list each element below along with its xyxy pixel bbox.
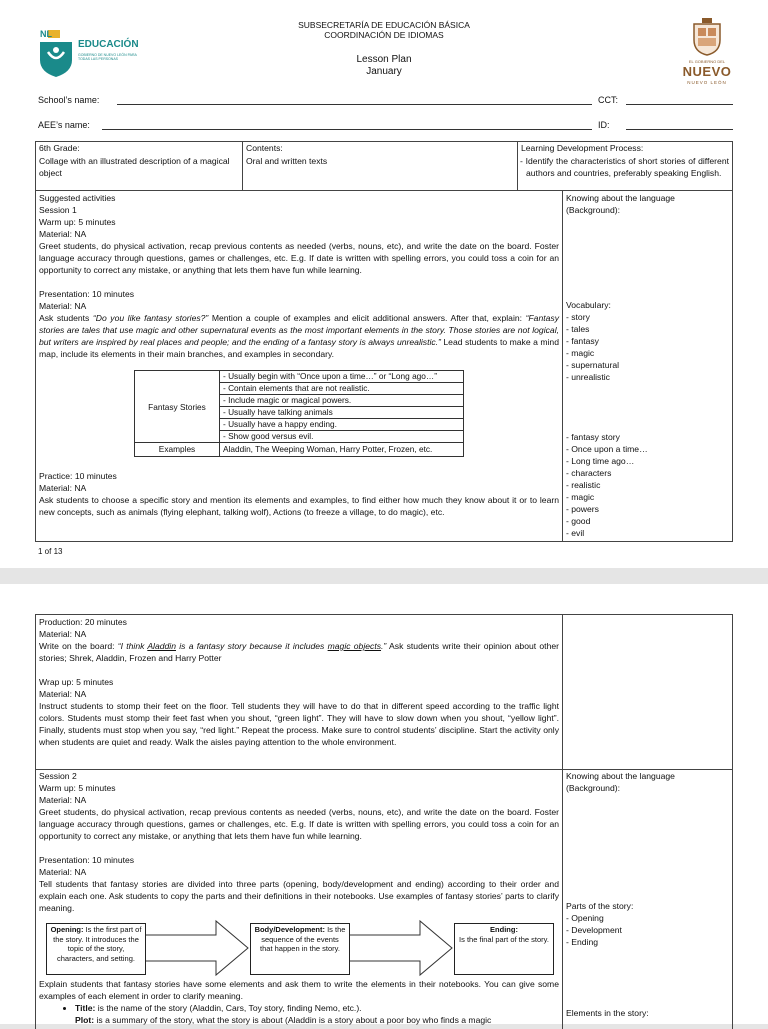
parts-item: - Ending [566,937,599,947]
id-field[interactable] [626,129,733,130]
coat-of-arms-icon [690,18,724,56]
session2-right-cell [562,769,733,1029]
knowing-column-2 [566,770,730,794]
cct-field[interactable] [626,104,733,105]
doc-title: Lesson Plan [356,54,412,65]
practice-text: Ask students to choose a specific story and mention its elements and examples, to find either how much they know about it or to learn new concepts, such as animals (flying elephant, talking wolf), Actions (to freeze a village, to do magic), etc. [39,495,559,517]
suggested-activities-heading: Suggested activities [39,193,116,203]
session2-warmup-heading: Warm up: 5 minutes [39,783,116,793]
parts-heading: Parts of the story: [566,901,634,911]
warmup-text: Greet students, do physical activation, recap previous contents as needed (verbs, nouns, etc), and write the date on the board. Foster language accuracy through questions, games or challenges, etc. E.g. If date is written with spelling errors, you could toss a coin for an opportunity to correct any mistake, or anything that lets them have fun while learning. [39,241,559,275]
vocab2-item: - good [566,516,591,526]
vocab-item: - magic [566,348,595,358]
mindmap-row: - Usually have talking animals [220,407,464,419]
ending-box: Ending: Is the final part of the story. [454,923,554,975]
elements-block [39,978,559,1026]
mindmap-row: - Include magic or magical powers. [220,395,464,407]
session2-presentation-heading: Presentation: 10 minutes [39,855,135,865]
mindmap-examples: Aladdin, The Weeping Woman, Harry Potter, Frozen, etc. [220,443,464,457]
production-text: Write on the board: “I think Aladdin is a fantasy story because it includes magic objects.” Ask students write their opinion about other stories; Shrek, Aladdin, Frozen and Harry Potter [39,641,559,663]
knowing-column-1 [566,192,730,216]
mindmap-fantasy-label: Fantasy Stories [135,371,220,443]
wrapup-text: Instruct students to stomp their feet on the floor. Tell students they will have to do that in different speed according to the traffic light colors. Students must stomp their feet fast when you shout, “green light”. They will have to slow down when you shout, “yellow light”. Finally, students must stop when you say, “red light.” Repeat the process. Make sure to control students’ discipline. Start the activity only when students are quiet and ready. Walk the aisles paying attention to the whole environment. [39,701,559,747]
production-material: Material: NA [39,629,87,639]
parts-list [566,900,730,948]
mindmap-row: - Usually have a happy ending. [220,419,464,431]
secretaria-text: SUBSECRETARÍA DE EDUCACIÓN BÁSICA [298,20,470,30]
coordinacion-text: COORDINACIÓN DE IDIOMAS [324,30,444,40]
vocab2-item: - magic [566,492,595,502]
warmup-material: Material: NA [39,229,87,239]
vocab2-item: - powers [566,504,599,514]
wrapup-heading: Wrap up: 5 minutes [39,677,114,687]
session1-text [39,192,559,360]
presentation-material: Material: NA [39,301,87,311]
production-right-cell [562,614,733,770]
logo-education-text: EDUCACIÓN [78,39,139,50]
grade-cell [35,141,243,191]
vocab2-item: - characters [566,468,612,478]
production-heading: Production: 20 minutes [39,617,127,627]
knowing-heading-2: Knowing about the language (Background): [566,771,675,793]
session2-warmup-material: Material: NA [39,795,87,805]
opening-box: Opening: Is the first part of the story. It introduces the topic of the story, characters, and setting. [46,923,146,975]
vocabulary-heading: Vocabulary: [566,300,611,310]
practice-block [39,470,559,518]
header-center [230,20,538,78]
ldp-text: - Identify the characteristics of short stories of different authors and countries, preferably speaking English. [520,155,729,178]
logo-gov-small: EL GOBIERNO DEL [688,59,726,64]
mindmap-table [134,370,464,457]
knowing-heading: Knowing about the language (Background): [566,193,675,215]
page-number: 1 of 13 [38,547,63,556]
contents-text: Oral and written texts [246,155,328,166]
mindmap-row: - Usually begin with “Once upon a time…” or “Long ago…” [220,371,464,383]
contents-label: Contents: [246,143,283,153]
elements-text: Explain students that fantasy stories have some elements and ask them to write the elements in their notebooks. You can give some examples of each element in order to clarify meaning. [39,979,559,1001]
vocab2-item: - Once upon a time… [566,444,648,454]
vocab2-item: - evil [566,528,585,538]
page-2 [0,584,768,1024]
vocab2-item: - realistic [566,480,601,490]
aee-name-label: AEE’s name: [38,120,90,130]
production-block [39,616,559,748]
presentation-text: Ask students “Do you like fantasy stories?” Mention a couple of examples and elicit additional answers. After that, explain: “Fantasy stories are tales that use magic and other supernatural events as the most important elements in the story. Those stories are not logical, but writers are inspired by real places and people; and the ending of a fantasy story is always unrealistic.” Lead students to make a mind map, include its elements in their main branches, and examples in secondary. [39,313,559,359]
arrow-right-icon [350,919,454,977]
arrow-right-icon [146,919,250,977]
session2-warmup-text: Greet students, do physical activation, recap previous contents as needed (verbs, nouns, etc), and write the date on the board. Foster language accuracy through questions, games or challenges, etc. E.g. If date is written with spelling errors, you could toss a coin for an opportunity to correct any mistake, or anything that lets them have fun while learning. [39,807,559,841]
logo-nuevo-leon-sub: NUEVO LEÓN [687,80,727,85]
cct-label: CCT: [598,95,618,105]
doc-month: January [366,66,402,77]
vocab-item: - tales [566,324,590,334]
school-name-label: School’s name: [38,95,100,105]
practice-material: Material: NA [39,483,87,493]
grade-text: Collage with an illustrated description of a magical object [39,155,230,178]
logo-nl-text: NL [40,29,52,39]
vocabulary-list-2 [566,431,730,539]
body-box: Body/Development: Is the sequence of the events that happen in the story. [250,923,350,975]
elements-heading: Elements in the story: [566,1008,649,1018]
education-logo [38,30,148,78]
session2-presentation-material: Material: NA [39,867,87,877]
mindmap-row: - Show good versus evil. [220,431,464,443]
ldp-label: Learning Development Process: [521,143,644,153]
vocab-item: - story [566,312,590,322]
bullet-title: • Title: is the name of the story (Aladdin, Cars, Toy story, finding Nemo, etc.). [75,1002,559,1014]
logo-nuevo-text: NUEVO [682,64,732,79]
vocab-item: - fantasy [566,336,599,346]
logo-small-text: GOBIERNO DE NUEVO LEÓN PARA TODAS LAS PERSONAS [78,53,137,61]
bullet-plot: • Plot: is a summary of the story, what the story is about (Aladdin is a story about a poor boy who finds a magic [75,1014,559,1026]
vocabulary-list [566,299,730,383]
mindmap-row: - Contain elements that are not realistic. [220,383,464,395]
session2-presentation-text: Tell students that fantasy stories are divided into three parts (opening, body/development and ending) according to their order and explain each one. Ask students to copy the parts and their definitions in their notebooks. Use examples of fantasy stories’ parts to clarify meaning. [39,879,559,913]
ldp-cell [517,141,733,191]
practice-heading: Practice: 10 minutes [39,471,117,481]
contents-cell [242,141,518,191]
warmup-heading: Warm up: 5 minutes [39,217,116,227]
grade-label: 6th Grade: [39,143,80,153]
vocab-item: - unrealistic [566,372,610,382]
mindmap-examples-label: Examples [135,443,220,457]
nuevo-leon-logo [672,18,742,88]
elements-list [566,1007,730,1019]
aee-name-field[interactable] [102,129,592,130]
vocab2-item: - Long time ago… [566,456,635,466]
school-name-field[interactable] [117,104,592,105]
vocab-item: - supernatural [566,360,620,370]
session2-heading: Session 2 [39,771,77,781]
id-label: ID: [598,120,610,130]
presentation-heading: Presentation: 10 minutes [39,289,135,299]
vocab2-item: - fantasy story [566,432,620,442]
parts-item: - Development [566,925,622,935]
session1-heading: Session 1 [39,205,77,215]
session2-block [39,770,559,914]
wrapup-material: Material: NA [39,689,87,699]
parts-item: - Opening [566,913,604,923]
